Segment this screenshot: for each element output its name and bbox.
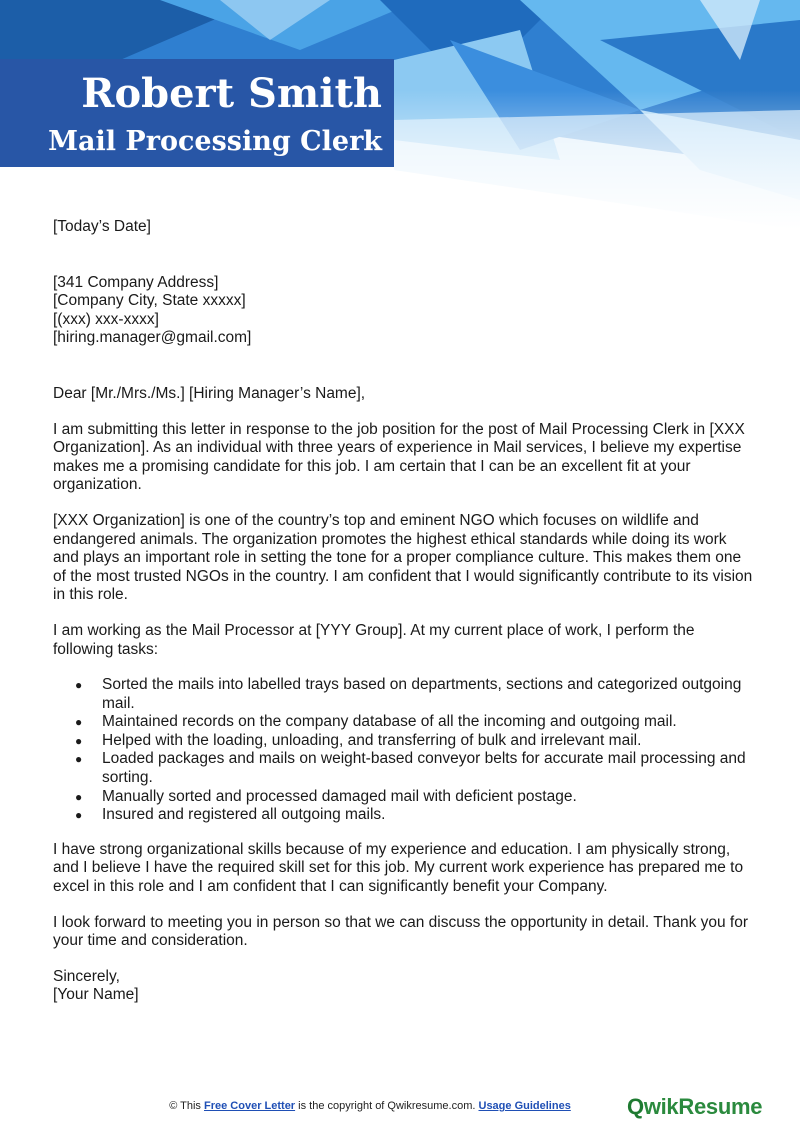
logo-q: Q [627, 1094, 644, 1119]
signoff: Sincerely, [53, 967, 120, 985]
list-item: ● Manually sorted and processed damaged mail with deficient postage. [53, 788, 753, 807]
list-item: ● Helped with the loading, unloading, and transferring of bulk and irrelevant mail. [53, 732, 753, 751]
footer-prefix: © This [169, 1100, 204, 1112]
letter-body [53, 218, 753, 1005]
paragraph: I look forward to meeting you in person so that we can discuss the opportunity in detail. Thank you for your time and consideration. [53, 913, 749, 950]
address-line: [341 Company Address] [53, 273, 219, 291]
footer-middle: is the copyright of Qwikresume.com. [295, 1100, 479, 1112]
task-list [53, 676, 753, 825]
recipient-address [53, 274, 753, 348]
qwikresume-logo [627, 1094, 762, 1120]
list-item: ● Insured and registered all outgoing mails. [53, 806, 753, 825]
paragraph: I am submitting this letter in response to the job position for the post of Mail Processing Clerk in [XXX Organization]. As an individual with three years of experience in Mail services, I believe my expertise makes me a promising candidate for this job. I am certain that I can be an excellent fit at your organization. [53, 420, 745, 494]
name-banner [0, 59, 394, 167]
logo-text: wikResume [643, 1094, 763, 1119]
paragraph: I have strong organizational skills because of my experience and education. I am physically strong, and I believe I have the required skill set for this job. My current work experience has prepared me to excel in this role and I am confident that I can significantly benefit your Company. [53, 840, 744, 896]
paragraph: I am working as the Mail Processor at [YYY Group]. At my current place of work, I perform the following tasks: [53, 621, 695, 658]
signature: [Your Name] [53, 986, 139, 1004]
list-item: ● Maintained records on the company database of all the incoming and outgoing mail. [53, 713, 753, 732]
applicant-name: Robert Smith [81, 70, 382, 117]
paragraph: [XXX Organization] is one of the country’s top and eminent NGO which focuses on wildlife and endangered animals. The organization promotes the highest ethical standards while doing its work and plays an important role in setting the tone for a proper compliance culture. This makes them one of the most trusted NGOs in the country. I am confident that I would significantly contribute to its vision in this role. [53, 511, 753, 604]
salutation: Dear [Mr./Mrs./Ms.] [Hiring Manager’s Name], [53, 384, 366, 402]
letter-date: [Today’s Date] [53, 218, 151, 235]
list-item: ● Loaded packages and mails on weight-based conveyor belts for accurate mail processing and sorting. [53, 750, 753, 787]
address-line: [hiring.manager@gmail.com] [53, 329, 252, 347]
address-line: [Company City, State xxxxx] [53, 292, 246, 310]
address-line: [(xxx) xxx-xxxx] [53, 310, 159, 328]
usage-guidelines-link[interactable]: Usage Guidelines [478, 1100, 571, 1112]
list-item: ● Sorted the mails into labelled trays based on departments, sections and categorized outgoing mail. [53, 676, 753, 713]
job-title: Mail Processing Clerk [48, 126, 382, 157]
free-cover-letter-link[interactable]: Free Cover Letter [204, 1100, 296, 1112]
